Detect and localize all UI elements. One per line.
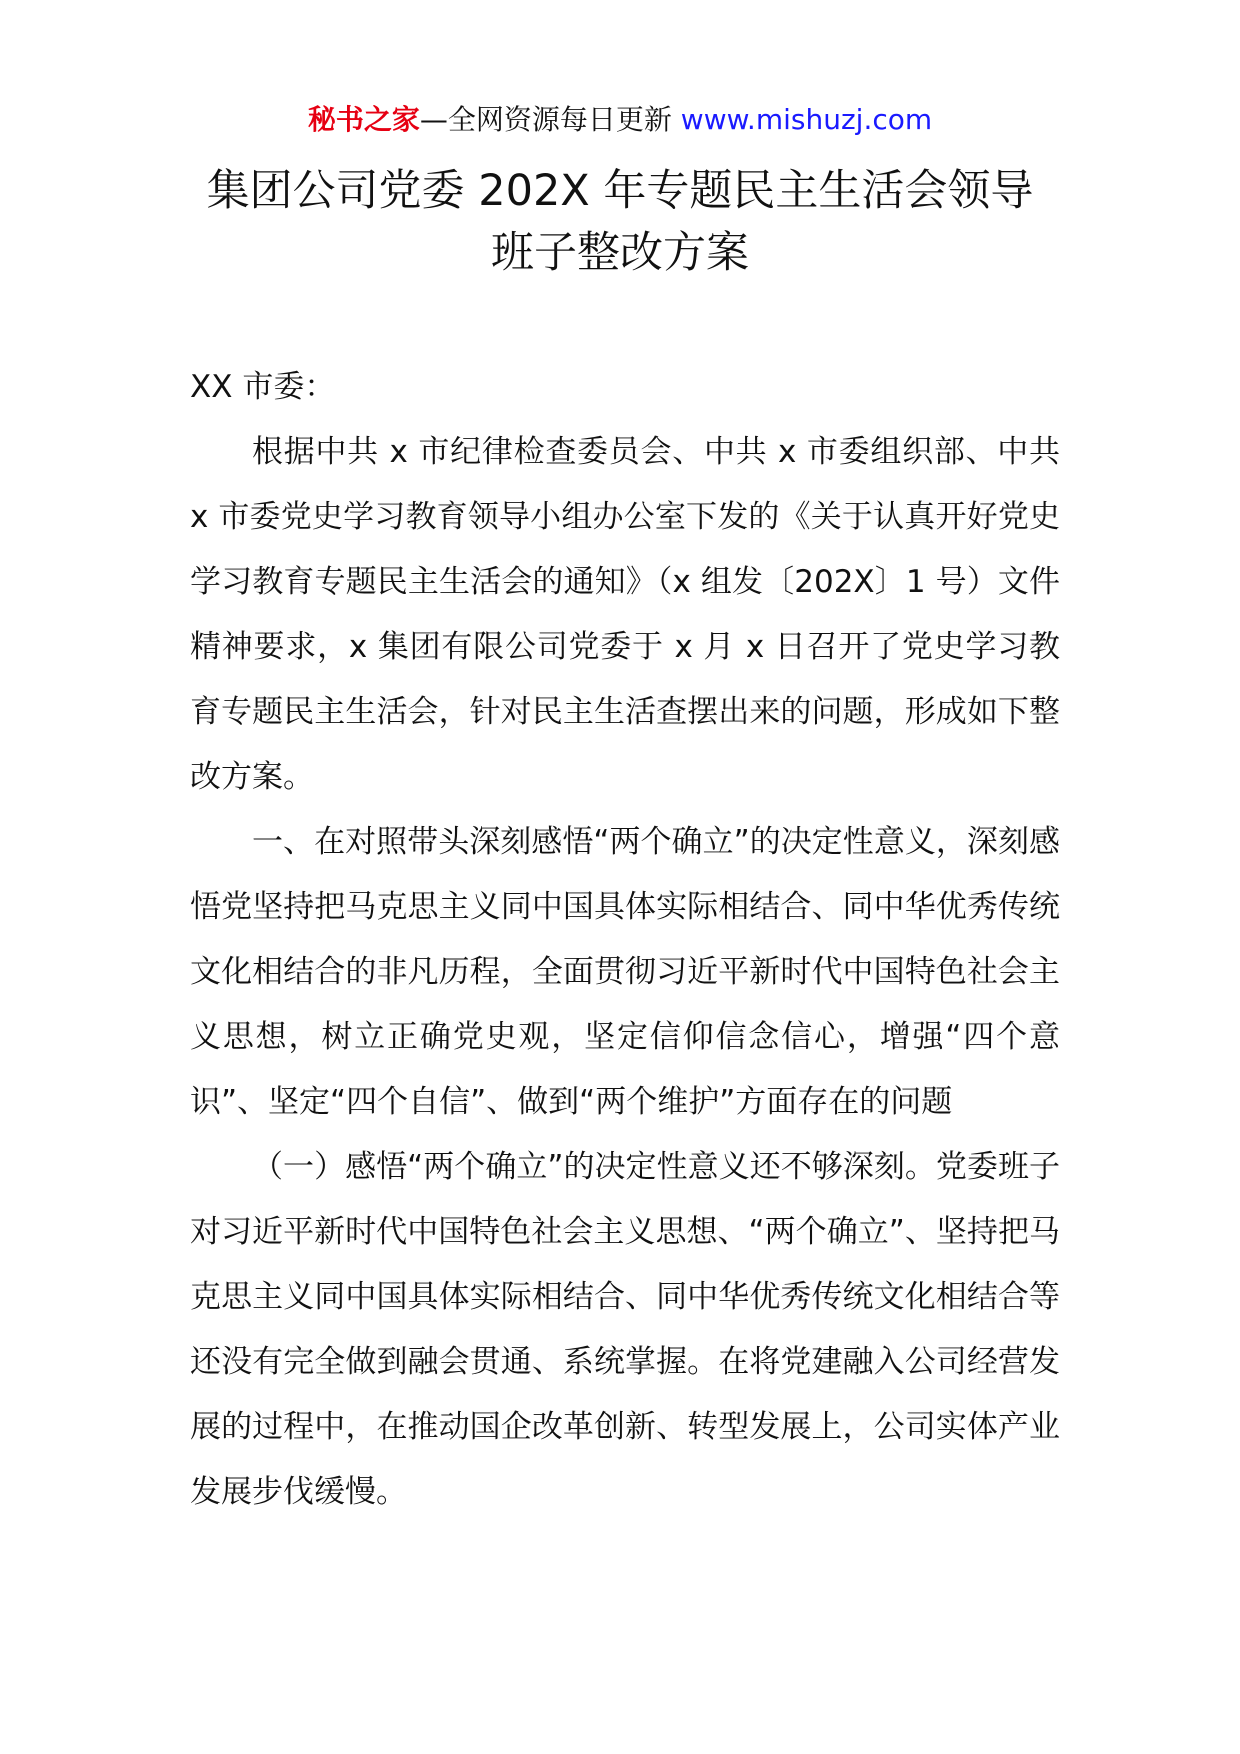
paragraph-subsection-1: （一）感悟“两个确立”的决定性意义还不够深刻。党委班子对习近平新时代中国特色社会主义思想、“两个确立”、坚持把马克思主义同中国具体实际相结合、同中华优秀传统文化相结合等还没有完全做到融会贯通、系统掌握。在将党建融入公司经营发展的过程中，在推动国企改革创新、转型发展上，公司实体产业发展步伐缓慢。 (190, 1149, 1060, 1510)
document-title (150, 160, 1090, 284)
paragraph-intro: 根据中共 x 市纪律检查委员会、中共 x 市委组织部、中共 x 市委党史学习教育领导小组办公室下发的《关于认真开好党史学习教育专题民主生活会的通知》（x 组发〔202X〕1 号）文件精神要求，x 集团有限公司党委于 x 月 x 日召开了党史学习教育专题民主生活会，针对民主生活查摆出来的问题，形成如下整改方案。 (190, 434, 1060, 795)
document-body (190, 355, 1060, 1525)
salutation: XX 市委： (190, 369, 336, 405)
site-url-link[interactable]: www.mishuzj.com (680, 103, 933, 136)
title-line-1: 集团公司党委 202X 年专题民主生活会领导 (206, 166, 1034, 216)
paragraph-section-1-heading: 一、在对照带头深刻感悟“两个确立”的决定性意义，深刻感悟党坚持把马克思主义同中国具体实际相结合、同中华优秀传统文化相结合的非凡历程，全面贯彻习近平新时代中国特色社会主义思想，树立正确党史观，坚定信仰信念信心，增强“四个意识”、坚定“四个自信”、做到“两个维护”方面存在的问题 (190, 824, 1060, 1120)
site-header (0, 100, 1240, 140)
title-line-2: 班子整改方案 (491, 228, 749, 278)
brand-name: 秘书之家 (307, 103, 420, 136)
site-slogan: —全网资源每日更新 (419, 103, 672, 136)
